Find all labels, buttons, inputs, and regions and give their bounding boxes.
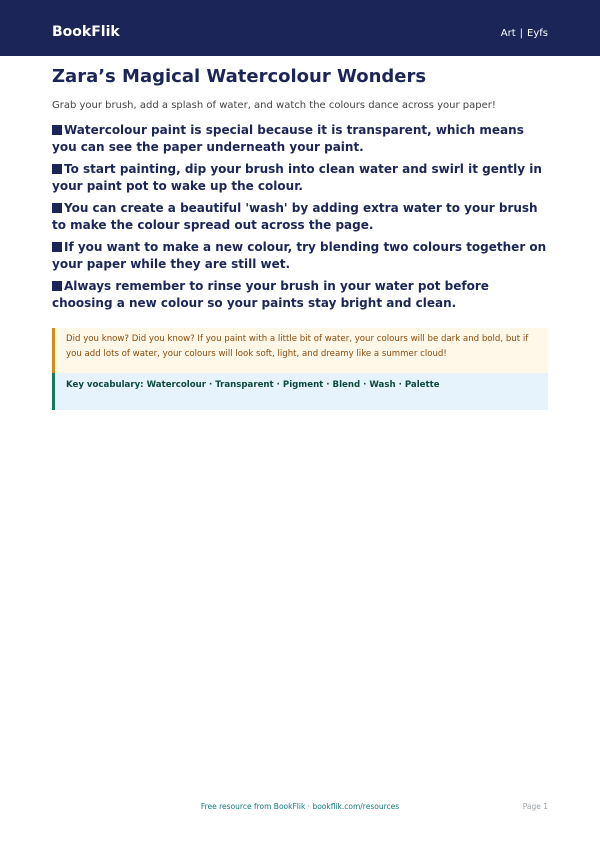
- list-item: [52, 278, 552, 312]
- intro-text: Grab your brush, add a splash of water, and watch the colours dance across your paper!: [52, 100, 496, 111]
- list-item-text: To start painting, dip your brush into clean water and swirl it gently in your paint pot to wake up the colour.: [52, 162, 542, 193]
- list-item-text: You can create a beautiful 'wash' by adding extra water to your brush to make the colour spread out across the page.: [52, 201, 538, 232]
- list-item: [52, 200, 552, 234]
- breadcrumb-subject[interactable]: Art: [500, 28, 516, 39]
- page-title: Zara’s Magical Watercolour Wonders: [52, 66, 427, 87]
- info-callout: [52, 328, 548, 410]
- breadcrumb-level[interactable]: Eyfs: [527, 28, 548, 39]
- list-item-text: If you want to make a new colour, try blending two colours together on your paper while they are still wet.: [52, 240, 547, 271]
- breadcrumb: [501, 27, 548, 41]
- fact-list: [52, 122, 552, 317]
- vocabulary-box: Key vocabulary: Watercolour · Transparent · Pigment · Blend · Wash · Palette: [52, 373, 548, 410]
- list-item-text: Watercolour paint is special because it is transparent, which means you can see the paper underneath your paint.: [52, 123, 524, 154]
- footer-resource-link[interactable]: Free resource from BookFlik · bookflik.com/resources: [200, 802, 400, 811]
- bullet-square-icon: [52, 281, 62, 291]
- list-item-text: Always remember to rinse your brush in your water pot before choosing a new colour so your paints stay bright and clean.: [52, 279, 489, 310]
- header-bar: [0, 0, 600, 56]
- list-item: [52, 122, 552, 156]
- bullet-square-icon: [52, 203, 62, 213]
- list-item: [52, 239, 552, 273]
- brand-logo[interactable]: BookFlik: [52, 24, 120, 40]
- did-you-know-box: Did you know? Did you know? If you paint with a little bit of water, your colours will be dark and bold, but if you add lots of water, your colours will look soft, light, and dreamy like a summer cloud!: [52, 328, 548, 373]
- page-number: Page 1: [522, 802, 548, 811]
- list-item: [52, 161, 552, 195]
- bullet-square-icon: [52, 164, 62, 174]
- bullet-square-icon: [52, 242, 62, 252]
- bullet-square-icon: [52, 125, 62, 135]
- breadcrumb-separator: |: [519, 28, 524, 39]
